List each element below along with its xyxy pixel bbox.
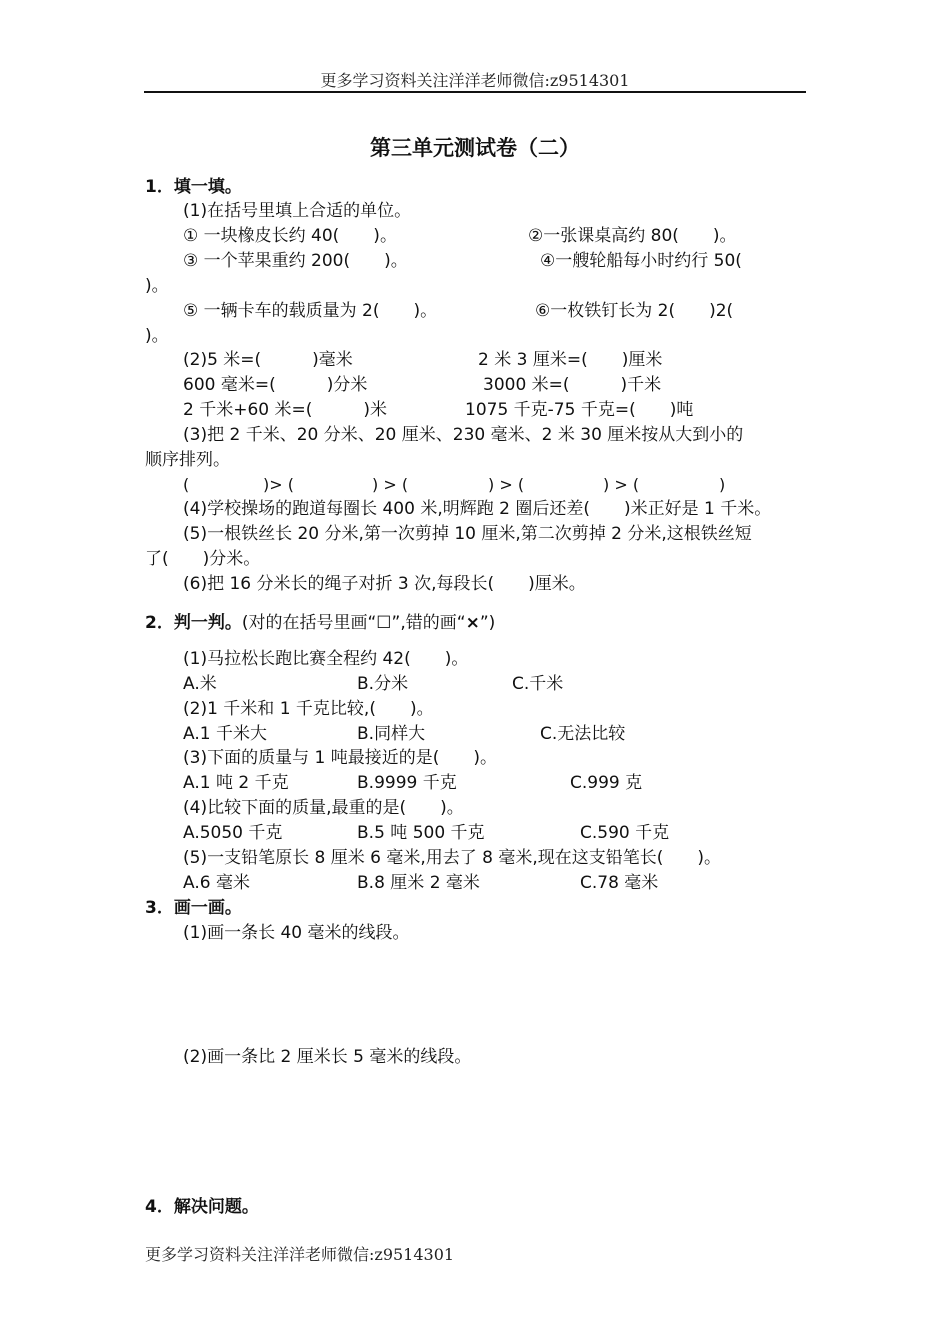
q2-1-option-c: C.千米 [512, 674, 564, 694]
q2-3-option-a: A.1 吨 2 千克 [183, 773, 289, 793]
q2-1-option-b: B.分米 [357, 674, 409, 694]
q2-2-option-b: B.同样大 [357, 724, 426, 744]
q1-1-item-6: ⑥一枚铁钉长为 2( )2( [535, 301, 734, 321]
q1-2-f: 1075 千克-75 千克=( )吨 [465, 400, 694, 420]
q3-1: (1)画一条长 40 毫米的线段。 [183, 923, 410, 943]
q2-3-option-b: B.9999 千克 [357, 773, 457, 793]
q2-3-option-c: C.999 克 [570, 773, 643, 793]
q1-1-intro: (1)在括号里填上合适的单位。 [183, 201, 412, 221]
q1-3-order-1: ( [183, 475, 190, 494]
q3-2: (2)画一条比 2 厘米长 5 毫米的线段。 [183, 1047, 472, 1067]
q1-2-b: 2 米 3 厘米=( )厘米 [478, 350, 663, 370]
q1-2-e: 2 千米+60 米=( )米 [183, 400, 388, 420]
q1-3-order-2: )> ( [263, 475, 294, 494]
q1-3-line2: 顺序排列。 [145, 450, 230, 470]
q2-4-option-c: C.590 千克 [580, 823, 670, 843]
q1-1-item-5: ⑤ 一辆卡车的载质量为 2( )。 [183, 301, 438, 321]
q2-5: (5)一支铅笔原长 8 厘米 6 毫米,用去了 8 毫米,现在这支铅笔长( )。 [183, 848, 722, 868]
q1-4: (4)学校操场的跑道每圈长 400 米,明辉跑 2 圈后还差( )米正好是 1 千米。 [183, 499, 772, 519]
q1-3-order-6: ) [719, 475, 726, 494]
q1-2-c: 600 毫米=( )分米 [183, 375, 368, 395]
page-footer: 更多学习资料关注洋洋老师微信:z9514301 [145, 1245, 455, 1264]
section-2-instruction-mid: ”,错的画“ [391, 613, 466, 633]
q2-4-option-b: B.5 吨 500 千克 [357, 823, 485, 843]
q2-5-option-a: A.6 毫米 [183, 873, 250, 893]
q1-2-d: 3000 米=( )千米 [483, 375, 662, 395]
q2-1-option-a: A.米 [183, 674, 217, 694]
page-header: 更多学习资料关注洋洋老师微信:z9514301 [320, 71, 630, 90]
q2-4: (4)比较下面的质量,最重的是( )。 [183, 798, 464, 818]
q1-3-order-5: ) > ( [603, 475, 640, 494]
q2-4-option-a: A.5050 千克 [183, 823, 283, 843]
q1-1-item-4: ④一艘轮船每小时约行 50( [540, 251, 742, 271]
check-symbol-icon: ☐ [376, 613, 392, 633]
section-2-heading-line [145, 612, 495, 634]
q1-2-a: (2)5 米=( )毫米 [183, 350, 353, 370]
q1-1-item-1: ① 一块橡皮长约 40( )。 [183, 226, 397, 246]
section-4-heading: 4．解决问题。 [145, 1197, 259, 1217]
q1-3-order-4: ) > ( [488, 475, 525, 494]
q2-2: (2)1 千米和 1 千克比较,( )。 [183, 699, 434, 719]
q2-5-option-b: B.8 厘米 2 毫米 [357, 873, 480, 893]
q1-3-line1: (3)把 2 千米、20 分米、20 厘米、230 毫米、2 米 30 厘米按从大到小的 [183, 425, 744, 445]
section-2-instruction: (对的在括号里画“ [241, 613, 377, 633]
q1-6: (6)把 16 分米长的绳子对折 3 次,每段长( )厘米。 [183, 574, 586, 594]
q1-5-line1: (5)一根铁丝长 20 分米,第一次剪掉 10 厘米,第二次剪掉 2 分米,这根铁丝短 [183, 524, 752, 544]
q2-3: (3)下面的质量与 1 吨最接近的是( )。 [183, 748, 497, 768]
q1-1-item-3: ③ 一个苹果重约 200( )。 [183, 251, 408, 271]
q2-5-option-c: C.78 毫米 [580, 873, 659, 893]
q2-2-option-c: C.无法比较 [540, 724, 626, 744]
q1-5-line2: 了( )分米。 [145, 549, 261, 569]
header-divider [144, 91, 806, 93]
section-3-heading: 3．画一画。 [145, 898, 242, 918]
q1-3-order-3: ) > ( [372, 475, 409, 494]
section-2-instruction-end: ”) [479, 613, 496, 633]
section-1-heading: 1．填一填。 [145, 177, 242, 197]
q2-1: (1)马拉松长跑比赛全程约 42( )。 [183, 649, 469, 669]
cross-symbol-icon: × [465, 613, 480, 633]
page-title: 第三单元测试卷（二） [370, 135, 580, 160]
q2-2-option-a: A.1 千米大 [183, 724, 267, 744]
section-2-heading: 2．判一判。 [145, 613, 242, 633]
q1-1-item-4-cont: )。 [145, 276, 169, 296]
q1-1-item-6-cont: )。 [145, 326, 169, 346]
q1-1-item-2: ②一张课桌高约 80( )。 [528, 226, 737, 246]
